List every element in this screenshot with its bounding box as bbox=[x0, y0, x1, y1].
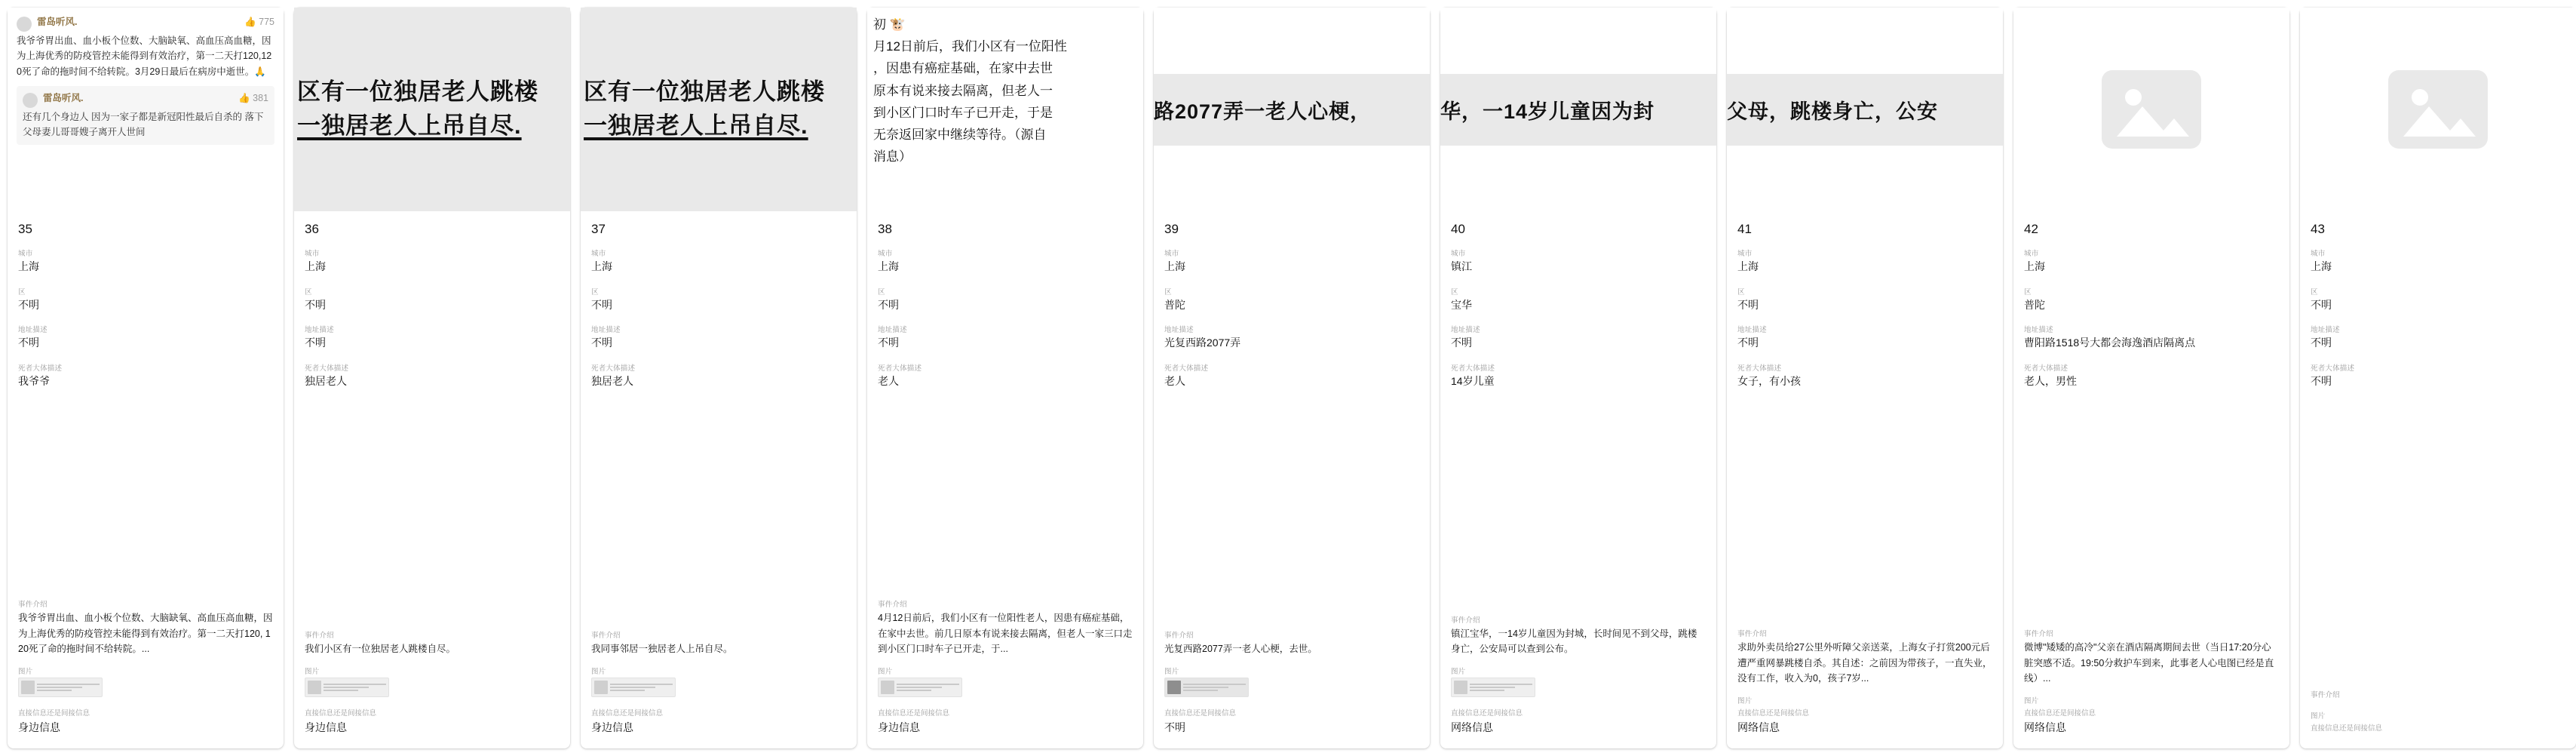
source-value[interactable]: 身边信息 bbox=[18, 721, 60, 733]
record-id: 35 bbox=[18, 222, 32, 236]
record-card-40[interactable] bbox=[1440, 8, 1716, 748]
event-label: 事件介绍 bbox=[2024, 630, 2053, 639]
image-label: 图片 bbox=[305, 668, 320, 676]
city-label: 城市 bbox=[1737, 250, 1753, 258]
event-value[interactable]: 微博"矮矮的高冷"父亲在酒店隔离期间去世（当日17:20分心脏突感不适。19:50分救护车到来，此事老人心电图已经是直线）... bbox=[2024, 642, 2274, 684]
event-value[interactable]: 4月12日前后，我们小区有一位阳性老人，因患有癌症基础，在家中去世。前几日原本有说来接去隔离，但老人一家三口走到小区门口时车子已开走，于... bbox=[878, 613, 1133, 654]
district-label: 区 bbox=[591, 287, 599, 297]
avatar bbox=[23, 93, 38, 108]
weibo-quote-author-name: 雷岛听风. bbox=[43, 92, 84, 103]
card-media-preview[interactable] bbox=[1727, 8, 2003, 211]
thumbnail-lines bbox=[1470, 684, 1532, 691]
image-placeholder bbox=[2013, 8, 2289, 211]
thumbnail-preview-icon bbox=[1167, 681, 1181, 694]
image-label: 图片 bbox=[878, 668, 893, 676]
city-value[interactable]: 上海 bbox=[591, 260, 612, 272]
source-value[interactable]: 身边信息 bbox=[305, 721, 347, 733]
district-value[interactable]: 不明 bbox=[1737, 298, 1759, 311]
address-label: 地址描述 bbox=[1164, 326, 1194, 335]
card-body bbox=[1440, 211, 1716, 748]
image-label: 图片 bbox=[591, 668, 606, 676]
address-value[interactable]: 不明 bbox=[1451, 337, 1472, 349]
headline-line-1: 区有一位独居老人跳楼 bbox=[584, 78, 825, 106]
headline-band-screenshot bbox=[1440, 8, 1716, 211]
spacer bbox=[591, 400, 846, 628]
record-card-38[interactable] bbox=[867, 8, 1143, 748]
paragraph-line-3: ，因患有癌症基础，在家中去世 bbox=[873, 61, 1053, 76]
record-id: 36 bbox=[305, 222, 319, 236]
headline-line-2: 一独居老人上吊自尽. bbox=[584, 112, 808, 139]
image-label: 图片 bbox=[1451, 668, 1466, 676]
event-label: 事件介绍 bbox=[591, 631, 621, 640]
victim-value[interactable]: 独居老人 bbox=[591, 374, 633, 387]
district-value[interactable]: 普陀 bbox=[2024, 298, 2045, 311]
event-label: 事件介绍 bbox=[878, 601, 907, 610]
image-placeholder-icon bbox=[2099, 67, 2204, 152]
thumbnail-preview-icon bbox=[21, 681, 35, 694]
image-placeholder bbox=[2300, 8, 2576, 211]
address-value[interactable]: 曹阳路1518号大都会海逸酒店隔离点 bbox=[2024, 337, 2196, 349]
address-value[interactable]: 光复西路2077弄 bbox=[1164, 337, 1241, 349]
thumbnail-preview-icon bbox=[1454, 681, 1467, 694]
paragraph-line-4: 原本有说来接去隔离，但老人一 bbox=[873, 83, 1053, 98]
district-value[interactable]: 不明 bbox=[2311, 298, 2332, 311]
spacer bbox=[305, 400, 560, 628]
victim-label: 死者大体描述 bbox=[1164, 364, 1209, 373]
victim-label: 死者大体描述 bbox=[878, 364, 922, 373]
record-id: 42 bbox=[2024, 222, 2038, 236]
city-label: 城市 bbox=[1451, 250, 1466, 258]
city-value[interactable]: 上海 bbox=[2024, 260, 2045, 272]
source-value[interactable]: 身边信息 bbox=[878, 721, 920, 733]
image-label: 图片 bbox=[1164, 668, 1179, 676]
weibo-quoted-post bbox=[17, 86, 274, 146]
card-media-preview[interactable] bbox=[2300, 8, 2576, 211]
paragraph-line-1: 初 🐮 bbox=[873, 17, 906, 32]
address-value[interactable]: 不明 bbox=[2311, 337, 2332, 349]
victim-label: 死者大体描述 bbox=[591, 364, 636, 373]
like-count-value: 775 bbox=[259, 17, 274, 27]
victim-label: 死者大体描述 bbox=[1737, 364, 1782, 373]
headline-line-1: 区有一位独居老人跳楼 bbox=[297, 78, 538, 106]
source-label: 直接信息还是间接信息 bbox=[2311, 724, 2383, 733]
headline-screenshot bbox=[581, 8, 857, 211]
district-label: 区 bbox=[18, 287, 26, 297]
victim-value[interactable]: 女子，有小孩 bbox=[1737, 374, 1801, 387]
quote-like-count: 👍 381 bbox=[238, 92, 268, 103]
address-value[interactable]: 不明 bbox=[305, 337, 326, 349]
image-label: 图片 bbox=[2311, 712, 2326, 721]
thumbnail-lines bbox=[1183, 684, 1246, 691]
event-label: 事件介绍 bbox=[1451, 616, 1480, 625]
image-label: 图片 bbox=[2024, 697, 2039, 705]
victim-label: 死者大体描述 bbox=[305, 364, 349, 373]
headline-band-text: 路2077弄一老人心梗， bbox=[1154, 74, 1430, 146]
city-label: 城市 bbox=[2024, 250, 2039, 258]
district-label: 区 bbox=[1164, 287, 1172, 297]
avatar bbox=[17, 17, 32, 32]
card-media-preview[interactable] bbox=[581, 8, 857, 211]
event-label: 事件介绍 bbox=[2311, 691, 2340, 699]
spacer bbox=[2311, 400, 2565, 689]
victim-value[interactable]: 独居老人 bbox=[305, 374, 347, 387]
thumbnail-preview-icon bbox=[308, 681, 321, 694]
event-label: 事件介绍 bbox=[1164, 631, 1194, 640]
source-label: 直接信息还是间接信息 bbox=[878, 709, 950, 718]
source-label: 直接信息还是间接信息 bbox=[1164, 709, 1237, 718]
card-media-preview[interactable] bbox=[294, 8, 570, 211]
paragraph-line-7: 消息） bbox=[873, 149, 912, 164]
event-value[interactable]: 求助外卖员给27公里外听障父亲送菜，上海女子打赏200元后遭严重网暴跳楼自杀。其自述：之前因为带孩子，一直失业，没有工作，收入为0，孩子7岁... bbox=[1737, 642, 1992, 684]
district-label: 区 bbox=[305, 287, 312, 297]
spacer bbox=[2024, 400, 2279, 628]
address-label: 地址描述 bbox=[18, 326, 48, 335]
district-label: 区 bbox=[1451, 287, 1458, 297]
source-label: 直接信息还是间接信息 bbox=[18, 709, 90, 718]
district-value[interactable]: 宝华 bbox=[1451, 298, 1472, 311]
address-value[interactable]: 不明 bbox=[18, 337, 39, 349]
image-label: 图片 bbox=[18, 668, 33, 676]
image-placeholder-icon bbox=[2385, 67, 2491, 152]
city-value[interactable]: 镇江 bbox=[1451, 260, 1472, 272]
event-value[interactable]: 光复西路2077弄一老人心梗，去世。 bbox=[1164, 643, 1317, 654]
weibo-post-header bbox=[17, 15, 274, 32]
record-id: 41 bbox=[1737, 222, 1752, 236]
headline-band-screenshot bbox=[1154, 8, 1430, 211]
event-value[interactable]: 我同事邻居一独居老人上吊自尽。 bbox=[591, 643, 733, 654]
district-label: 区 bbox=[2024, 287, 2032, 297]
address-label: 地址描述 bbox=[878, 326, 907, 335]
source-value[interactable] bbox=[2311, 735, 2565, 741]
victim-value[interactable]: 14岁儿童 bbox=[1451, 374, 1495, 387]
event-value[interactable]: 镇江宝华，一14岁儿童因为封城，长时间见不到父母，跳楼身亡，公安局可以查到公布。 bbox=[1451, 628, 1697, 654]
city-label: 城市 bbox=[878, 250, 893, 258]
spacer bbox=[1737, 400, 1992, 628]
thumbnail-lines bbox=[897, 684, 959, 691]
paragraph-line-2: 月12日前后，我们小区有一位阳性 bbox=[873, 39, 1067, 54]
attachment-thumbnail[interactable] bbox=[878, 678, 962, 697]
record-card-36[interactable] bbox=[294, 8, 570, 748]
card-media-preview[interactable] bbox=[8, 8, 284, 211]
card-body bbox=[867, 211, 1143, 748]
source-label: 直接信息还是间接信息 bbox=[305, 709, 377, 718]
card-media-preview[interactable] bbox=[1440, 8, 1716, 211]
headline-screenshot bbox=[294, 8, 570, 211]
source-label: 直接信息还是间接信息 bbox=[1737, 709, 1810, 718]
thumbnail-lines bbox=[324, 684, 386, 691]
card-body bbox=[2013, 211, 2289, 748]
district-value[interactable]: 不明 bbox=[591, 298, 612, 311]
record-card-43[interactable] bbox=[2300, 8, 2576, 748]
address-label: 地址描述 bbox=[305, 326, 334, 335]
source-value[interactable]: 身边信息 bbox=[591, 721, 633, 733]
image-label: 图片 bbox=[1737, 697, 1753, 705]
weibo-quote-text: 还有几个身边人 因为一家子都是新冠阳性最后自杀的 落下父母妻儿哥哥嫂子离开人世间 bbox=[23, 111, 264, 137]
address-value[interactable]: 不明 bbox=[1737, 337, 1759, 349]
event-label: 事件介绍 bbox=[18, 601, 48, 610]
address-label: 地址描述 bbox=[1451, 326, 1480, 335]
city-value[interactable]: 上海 bbox=[1164, 260, 1185, 272]
weibo-post-screenshot bbox=[8, 8, 284, 211]
district-value[interactable]: 普陀 bbox=[1164, 298, 1185, 311]
card-media-preview[interactable] bbox=[867, 8, 1143, 211]
victim-label: 死者大体描述 bbox=[2311, 364, 2355, 373]
address-label: 地址描述 bbox=[2024, 326, 2053, 335]
source-value[interactable]: 网络信息 bbox=[1451, 721, 1493, 733]
source-label: 直接信息还是间接信息 bbox=[1451, 709, 1523, 718]
paragraph-line-6: 无奈返回家中继续等待。（源自 bbox=[873, 128, 1047, 143]
thumbnail-preview-icon bbox=[881, 681, 894, 694]
spacer bbox=[878, 400, 1133, 598]
spacer bbox=[1451, 400, 1706, 613]
victim-value[interactable]: 老人 bbox=[878, 374, 899, 387]
record-id: 38 bbox=[878, 222, 892, 236]
spacer bbox=[1164, 400, 1419, 628]
record-card-35[interactable] bbox=[8, 8, 284, 748]
record-id: 39 bbox=[1164, 222, 1179, 236]
card-body bbox=[1154, 211, 1430, 748]
card-body bbox=[1727, 211, 2003, 748]
city-label: 城市 bbox=[1164, 250, 1179, 258]
record-id: 43 bbox=[2311, 222, 2325, 236]
record-card-39[interactable] bbox=[1154, 8, 1430, 748]
victim-label: 死者大体描述 bbox=[1451, 364, 1495, 373]
paragraph-line-5: 到小区门口时车子已开走，于是 bbox=[873, 105, 1053, 120]
city-value[interactable]: 上海 bbox=[18, 260, 39, 272]
city-value[interactable]: 上海 bbox=[878, 260, 899, 272]
source-value[interactable]: 网络信息 bbox=[2024, 721, 2066, 733]
thumbnail-lines bbox=[610, 684, 673, 691]
victim-value[interactable]: 老人，男性 bbox=[2024, 374, 2077, 387]
city-label: 城市 bbox=[591, 250, 606, 258]
thumbnail-lines bbox=[37, 684, 100, 691]
source-value[interactable]: 网络信息 bbox=[1737, 721, 1780, 733]
attachment-thumbnail[interactable] bbox=[18, 678, 103, 697]
city-label: 城市 bbox=[18, 250, 33, 258]
victim-label: 死者大体描述 bbox=[2024, 364, 2068, 373]
victim-label: 死者大体描述 bbox=[18, 364, 63, 373]
address-label: 地址描述 bbox=[1737, 326, 1767, 335]
weibo-quote-header bbox=[23, 91, 268, 108]
address-label: 地址描述 bbox=[2311, 326, 2340, 335]
victim-value[interactable]: 不明 bbox=[2311, 374, 2332, 387]
record-id: 40 bbox=[1451, 222, 1465, 236]
card-body bbox=[581, 211, 857, 748]
source-value[interactable]: 不明 bbox=[1164, 721, 1185, 733]
district-label: 区 bbox=[2311, 287, 2318, 297]
attachment-thumbnail[interactable] bbox=[591, 678, 676, 697]
record-card-41[interactable] bbox=[1727, 8, 2003, 748]
weibo-author-name: 雷岛听风. bbox=[37, 17, 78, 27]
headline-band-text: 父母，跳楼身亡，公安 bbox=[1727, 74, 2003, 146]
paragraph-screenshot bbox=[867, 8, 1143, 211]
district-value[interactable]: 不明 bbox=[878, 298, 899, 311]
district-value[interactable]: 不明 bbox=[305, 298, 326, 311]
card-body bbox=[294, 211, 570, 748]
event-value[interactable]: 我们小区有一位独居老人跳楼自尽。 bbox=[305, 643, 456, 654]
attachment-thumbnail[interactable] bbox=[305, 678, 389, 697]
event-label: 事件介绍 bbox=[305, 631, 334, 640]
quote-like-count-value: 381 bbox=[253, 92, 268, 103]
card-body bbox=[2300, 211, 2576, 748]
card-body bbox=[8, 211, 284, 748]
headline-line-2: 一独居老人上吊自尽. bbox=[297, 112, 522, 139]
source-label: 直接信息还是间接信息 bbox=[2024, 709, 2096, 718]
weibo-post-text: 我爷爷胃出血、血小板个位数、大脑缺氧、高血压高血糖，因为上海优秀的防疫管控未能得到有效治疗，第一二天打120,120死了命的拖时间不给转院。3月29日最后在病房中逝世。🙏 bbox=[17, 35, 272, 77]
like-count: 👍 775 bbox=[244, 17, 274, 27]
attachment-thumbnail[interactable] bbox=[1451, 678, 1535, 697]
card-media-preview[interactable] bbox=[1154, 8, 1430, 211]
city-label: 城市 bbox=[2311, 250, 2326, 258]
city-value[interactable]: 上海 bbox=[305, 260, 326, 272]
record-card-37[interactable] bbox=[581, 8, 857, 748]
record-id: 37 bbox=[591, 222, 606, 236]
attachment-thumbnail[interactable] bbox=[1164, 678, 1249, 697]
headline-band-screenshot bbox=[1727, 8, 2003, 211]
spacer bbox=[18, 400, 273, 598]
headline-band-text: 华，一14岁儿童因为封 bbox=[1440, 74, 1716, 146]
city-value[interactable]: 上海 bbox=[2311, 260, 2332, 272]
event-label: 事件介绍 bbox=[1737, 630, 1767, 639]
event-value[interactable]: 我爷爷胃出血、血小板个位数、大脑缺氧、高血压高血糖，因为上海优秀的防疫管控未能得到有效治疗。第一二天打120, 120死了命的拖时间不给转院。... bbox=[18, 613, 273, 654]
victim-value[interactable]: 我爷爷 bbox=[18, 374, 50, 387]
card-media-preview[interactable] bbox=[2013, 8, 2289, 211]
source-label: 直接信息还是间接信息 bbox=[591, 709, 664, 718]
thumbnail-preview-icon bbox=[594, 681, 608, 694]
address-label: 地址描述 bbox=[591, 326, 621, 335]
record-card-42[interactable] bbox=[2013, 8, 2289, 748]
victim-value[interactable]: 老人 bbox=[1164, 374, 1185, 387]
district-label: 区 bbox=[878, 287, 885, 297]
address-value[interactable]: 不明 bbox=[591, 337, 612, 349]
city-value[interactable]: 上海 bbox=[1737, 260, 1759, 272]
district-value[interactable]: 不明 bbox=[18, 298, 39, 311]
city-label: 城市 bbox=[305, 250, 320, 258]
address-value[interactable]: 不明 bbox=[878, 337, 899, 349]
district-label: 区 bbox=[1737, 287, 1745, 297]
